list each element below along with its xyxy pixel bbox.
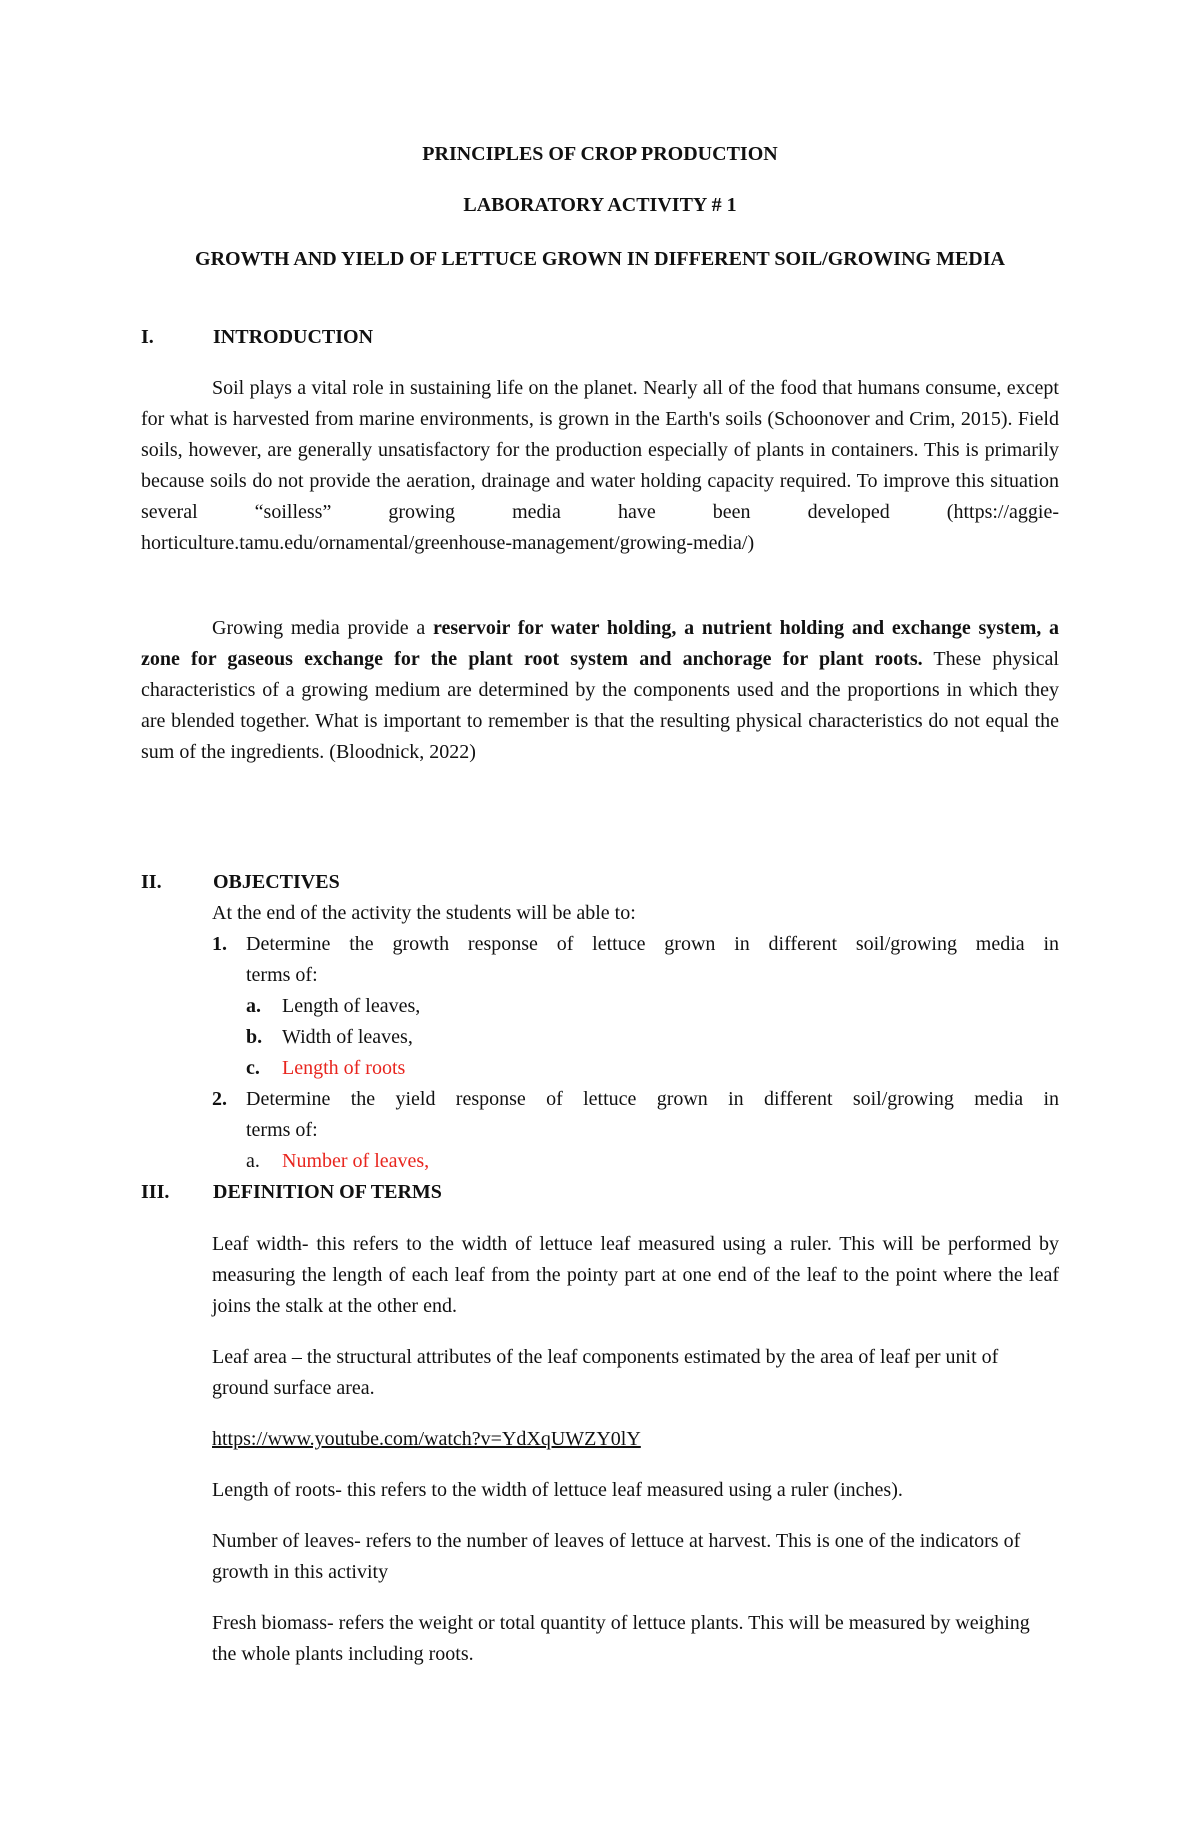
section-label: OBJECTIVES	[213, 871, 340, 893]
objective-1b-label: b.	[246, 1026, 263, 1048]
objectives-intro: At the end of the activity the students will be able to:	[212, 902, 636, 924]
objective-1c-label: c.	[246, 1057, 260, 1079]
course-title: PRINCIPLES OF CROP PRODUCTION	[422, 143, 778, 165]
section-number: II.	[141, 871, 162, 893]
youtube-link[interactable]: https://www.youtube.com/watch?v=YdXqUWZY0lY	[212, 1428, 641, 1450]
objective-2-number: 2.	[212, 1088, 227, 1110]
activity-title: LABORATORY ACTIVITY # 1	[463, 194, 737, 216]
objective-1a-label: a.	[246, 995, 261, 1017]
definition-leaf-width: Leaf width- this refers to the width of lettuce leaf measured using a ruler. This will be performed by measuring the length of each leaf from the pointy part at one end of the leaf to the point where the leaf joins the stalk at the other end.	[212, 1233, 1059, 1317]
objective-1-line1: Determine the growth response of lettuce grown in different soil/growing media in	[246, 933, 1059, 955]
section-number: I.	[141, 326, 154, 348]
objective-2a-text: Number of leaves,	[282, 1150, 430, 1172]
objective-2-line2: terms of:	[246, 1119, 318, 1141]
section-label: INTRODUCTION	[213, 326, 374, 348]
objective-2-line1: Determine the yield response of lettuce grown in different soil/growing media in	[246, 1088, 1059, 1110]
intro-paragraph-1-text: Soil plays a vital role in sustaining life on the planet. Nearly all of the food that humans consume, except for what is harvested from marine environments, is grown in the Earth's soils (Schoonover and Crim, 2015). Field soils, however, are generally unsatisfactory for the production especially of plants in containers. This is primarily because soils do not provide the aeration, drainage and water holding capacity required. To improve this situation several “soilless” growing media have been developed (https://aggie-horticulture.tamu.edu/ornamental/greenhouse-management/growing-media/)	[141, 377, 1059, 554]
objective-1-line2: terms of:	[246, 964, 318, 986]
objective-1-number: 1.	[212, 933, 227, 955]
objective-2a-label: a.	[246, 1150, 260, 1172]
activity-subject: GROWTH AND YIELD OF LETTUCE GROWN IN DIFFERENT SOIL/GROWING MEDIA	[195, 248, 1005, 270]
objective-1b-text: Width of leaves,	[282, 1026, 413, 1048]
intro-paragraph-2-lead: Growing media provide a	[212, 617, 426, 639]
definition-number-of-leaves: Number of leaves- refers to the number of leaves of lettuce at harvest. This is one of the indicators of growth in this activity	[212, 1530, 1021, 1583]
definition-fresh-biomass: Fresh biomass- refers the weight or total quantity of lettuce plants. This will be measured by weighing the whole plants including roots.	[212, 1612, 1030, 1665]
section-label: DEFINITION OF TERMS	[213, 1181, 442, 1203]
definitions-list	[212, 1229, 1059, 1670]
objective-1a-text: Length of leaves,	[282, 995, 421, 1017]
section-number: III.	[141, 1181, 170, 1203]
intro-paragraph-2-rest: These physical characteristics of a growing medium are determined by the components used and the proportions in which they are blended together. What is important to remember is that the resulting physical characteristics do not equal the sum of the ingredients. (Bloodnick, 2022)	[141, 648, 1059, 763]
intro-paragraph-2-bold: reservoir for water holding, a nutrient holding and exchange system, a zone for gaseous exchange for the plant root system and anchorage for plant roots.	[141, 617, 1060, 670]
definition-leaf-area: Leaf area – the structural attributes of the leaf components estimated by the area of leaf per unit of ground surface area.	[212, 1346, 999, 1399]
intro-paragraph-2	[141, 613, 1059, 768]
intro-paragraph-1	[141, 373, 1059, 559]
objective-1c-text: Length of roots	[282, 1057, 406, 1079]
definition-length-of-roots: Length of roots- this refers to the width of lettuce leaf measured using a ruler (inches).	[212, 1479, 903, 1501]
